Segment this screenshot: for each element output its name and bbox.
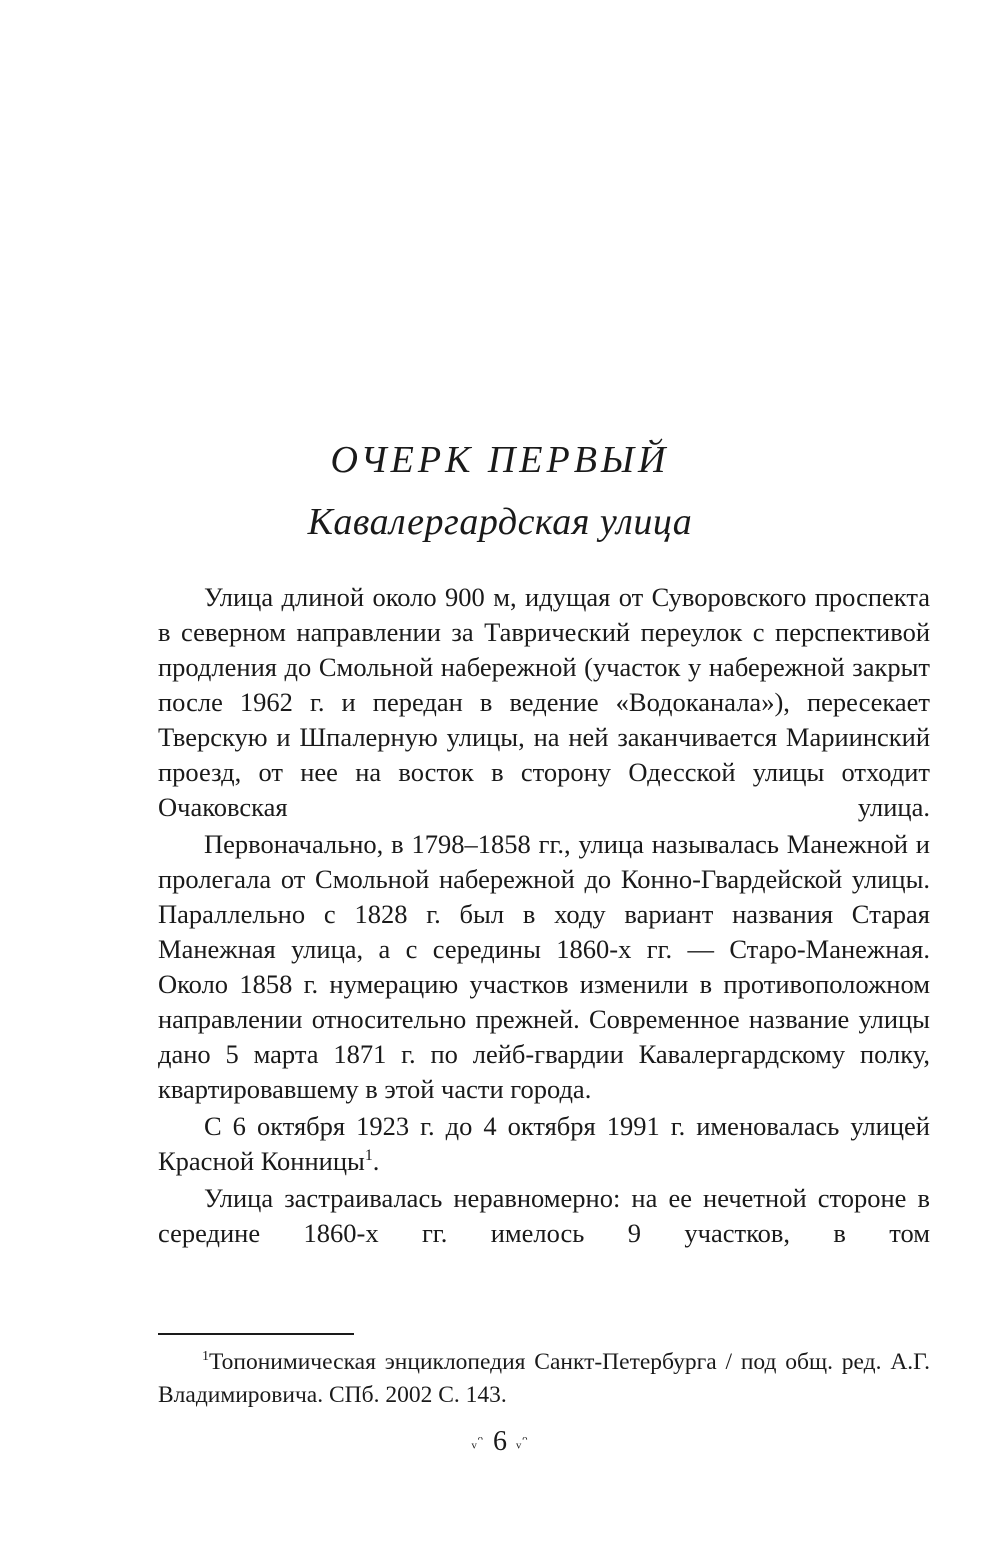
chapter-title: Кавалергардская улица (307, 501, 693, 543)
paragraph-1: Улица длиной около 900 м, идущая от Суворовского проспекта в северном направлении за Таврический переулок с перспективой продления до Смольной набережной (участок у набережной закрыт после 1962 г. и передан в ведение «Водоканала»), пересекает Тверскую и Шпалерную улицы, на ней заканчивается Мариинский проезд, от нее на восток в сторону Одесской улицы отходит Очаковская улица. (158, 582, 930, 822)
footnote-divider (158, 1333, 354, 1335)
footnote-reference: 1 (364, 1147, 373, 1165)
paragraph-2-text: Первоначально, в 1798–1858 гг., улица называлась Манежной и пролегала от Смольной набережной до Конно-Гвардейской улицы. Параллельно с 1828 г. был в ходу вариант названия Старая Манежная улица, а с середины 1860-х гг. — Старо-Манежная. Около 1858 г. нумерацию участков изменили в противоположном направлении относительно прежней. Современное название улицы дано 5 марта 1871 г. по лейб-гвардии Кавалергардскому полку, квартировавшему в этой части города. (158, 829, 930, 1104)
right-ornament-icon: ᵥᵔ (516, 1431, 529, 1451)
paragraph-2 (158, 827, 930, 1107)
footnotes (158, 1346, 930, 1412)
body-text (158, 580, 930, 1251)
chapter-label: ОЧЕРК ПЕРВЫЙ (330, 439, 670, 481)
footnote-text: Топонимическая энциклопедия Санкт-Петербурга / под общ. ред. А.Г. Владимировича. СПб. 2002 С. 143. (158, 1349, 930, 1408)
footnote-1 (158, 1346, 930, 1412)
footnote-number: 1 (202, 1348, 210, 1365)
paragraph-3 (158, 1109, 930, 1179)
left-ornament-icon: ᵥᵔ (471, 1431, 484, 1451)
page-number (0, 1426, 1000, 1458)
paragraph-3-end: . (372, 1146, 380, 1176)
paragraph-4: Улица застраивалась неравномерно: на ее нечетной стороне в середине 1860-х гг. имелось 9 участков, в том (158, 1183, 930, 1248)
page-number-value: 6 (493, 1426, 507, 1457)
paragraph-3-text: С 6 октября 1923 г. до 4 октября 1991 г. именовалась улицей Красной Конницы (158, 1111, 930, 1176)
